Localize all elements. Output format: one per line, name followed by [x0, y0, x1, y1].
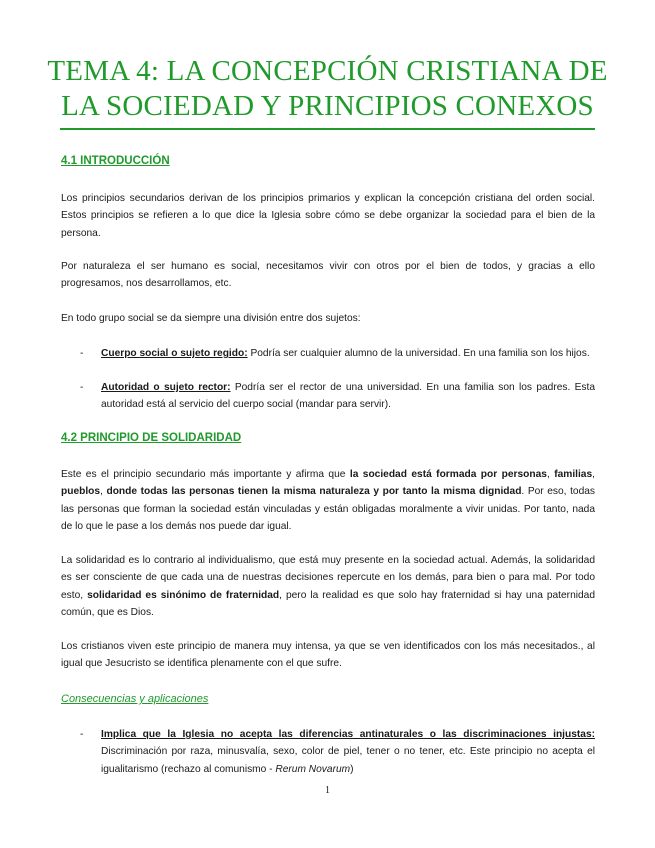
section-heading-introduccion: 4.1 INTRODUCCIÓN: [61, 155, 170, 167]
title-line-2: LA SOCIEDAD Y PRINCIPIOS CONEXOS: [61, 90, 594, 122]
subheading-consecuencias: Consecuencias y aplicaciones: [61, 693, 209, 705]
list-dash: -: [80, 348, 84, 359]
bold-run: la sociedad está formada por personas: [349, 469, 547, 480]
intro-paragraph-1: Los principios secundarios derivan de los principios primarios y explican la concepción cristiana del orden social. Estos principios se refieren a lo que dice la Iglesia sobre cómo se debe organizar la sociedad para el bien de la persona.: [61, 193, 595, 239]
text-run: ): [350, 763, 354, 775]
intro-paragraph-2: Por naturaleza el ser humano es social, necesitamos vivir con otros por el bien de todos, y gracias a ello progresamos, nos desarrollamos, etc.: [61, 261, 595, 290]
italic-run: Rerum Novarum: [275, 763, 351, 775]
list-item-term: Implica que la Iglesia no acepta las diferencias antinaturales o las discriminaciones injustas:: [101, 729, 595, 740]
bold-run: pueblos: [61, 486, 101, 498]
title-line-1: TEMA 4: LA CONCEPCIÓN CRISTIANA DE: [47, 55, 608, 87]
list-item-description: Podría ser el rector de una universidad. En una familia son los padres. Esta autoridad está al servicio del cuerpo social (mandar para servir).: [101, 382, 595, 411]
text-run: ,: [546, 469, 555, 480]
bold-run: familias: [554, 469, 593, 480]
list-item-text: [101, 726, 595, 778]
list-dash: -: [80, 729, 84, 740]
list-item-term: Autoridad o sujeto rector:: [101, 382, 231, 393]
text-run: ,: [592, 469, 595, 480]
solidaridad-paragraph-3: Los cristianos viven este principio de manera muy intensa, ya que se ven identificados con los más necesitados., al igual que Jesucristo se identifica plenamente con el que sufre.: [61, 641, 595, 670]
solidaridad-paragraph-2: [61, 552, 595, 622]
list-item-description: Podría ser cualquier alumno de la universidad. En una familia son los hijos.: [247, 348, 590, 359]
solidaridad-paragraph-1: [61, 466, 595, 536]
section-heading-solidaridad: 4.2 PRINCIPIO DE SOLIDARIDAD: [61, 432, 242, 444]
list-item-description: Discriminación por raza, minusvalía, sexo, color de piel, tener o no tener, etc. Este principio no acepta el igualitarismo (rechazo al comunismo -: [101, 746, 595, 775]
text-run: . Por eso, todas las personas que forman la sociedad están vinculadas y están obligadas moralmente a vivir unidas. Por tanto, nada de lo que le pase a los demás nos puede dar igual.: [61, 486, 595, 533]
list-item-term: Cuerpo social o sujeto regido:: [101, 348, 248, 359]
text-run: ,: [100, 486, 107, 498]
list-dash: -: [80, 382, 84, 393]
text-run: , pero la realidad es que solo hay fraternidad si hay una paternidad común, que es Dios.: [61, 589, 596, 619]
intro-paragraph-3: En todo grupo social se da siempre una división entre dos sujetos:: [61, 313, 361, 324]
bold-run: donde todas las personas tienen la misma naturaleza y por tanto la misma dignidad: [106, 486, 522, 498]
list-item-text: [101, 379, 595, 414]
text-run: La solidaridad es lo contrario al individualismo, que está muy presente en la sociedad actual. Además, la solidaridad es ser consciente de que cada una de nuestras decisiones repercute en los demás, para bien o para mal. Por todo esto,: [61, 555, 595, 601]
text-run: Este es el principio secundario más importante y afirma que: [61, 469, 350, 480]
title-underline-rule: [60, 128, 595, 130]
document-title: [40, 54, 615, 124]
bold-run: solidaridad es sinónimo de fraternidad: [87, 589, 280, 601]
list-item-text: [101, 345, 595, 362]
page-number: 1: [325, 785, 330, 796]
